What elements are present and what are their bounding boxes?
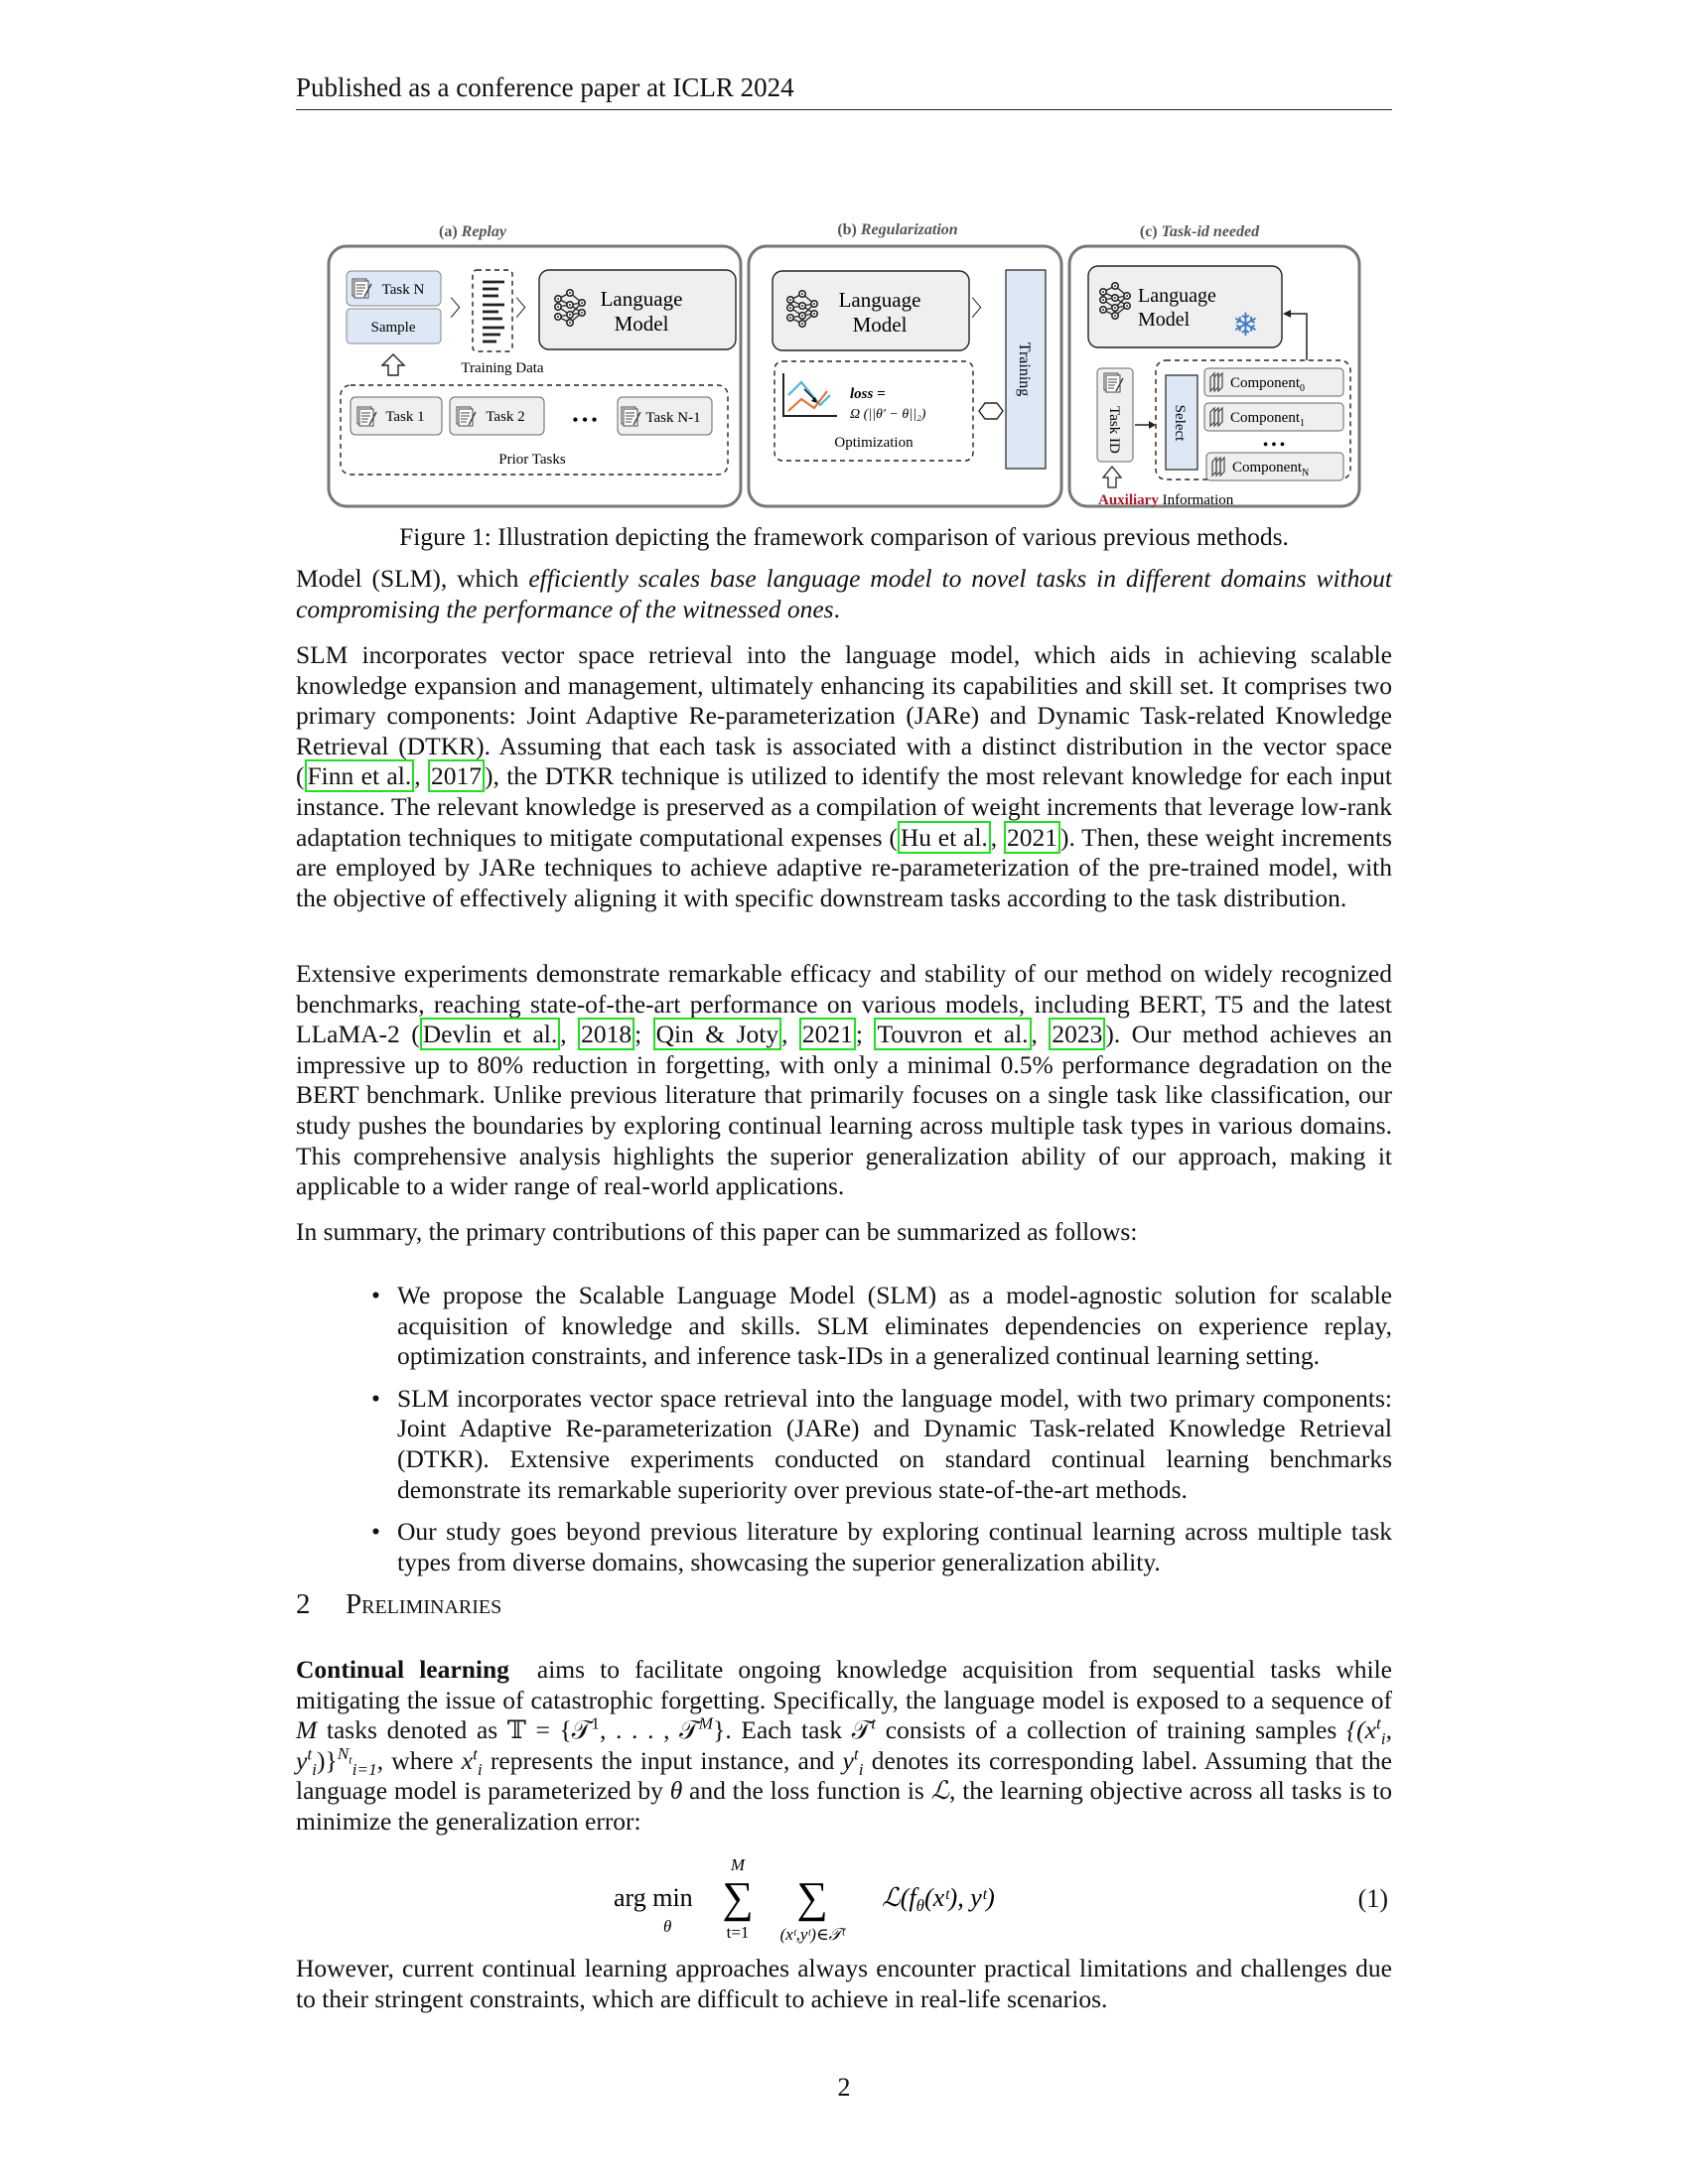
list-item: • Our study goes beyond previous literature by exploring continual learning across multiple task types from diverse domains, showcasing the superior generalization ability. (373, 1517, 1392, 1577)
model-label-line2: Model (852, 313, 908, 337)
panel-c-title: (c) Task-id needed (1139, 223, 1260, 240)
section-number: 2 (296, 1588, 311, 1620)
run-in-heading: Continual learning (296, 1655, 509, 1684)
math: M (698, 1713, 714, 1733)
task-id-label: Task ID (1106, 406, 1122, 454)
paragraph-intro-continued (296, 564, 1392, 624)
auxiliary-information-label: Auxiliary Information (1098, 492, 1234, 508)
chevron-right-icon: 〉 (971, 296, 994, 321)
task-n-label: Task N (381, 282, 425, 298)
citation-link[interactable]: Hu et al. (898, 821, 991, 854)
math: i (477, 1759, 483, 1779)
citation-link[interactable]: 2021 (799, 1018, 856, 1050)
text: ). Our method achieves an impressive up to (296, 1020, 1393, 1079)
sum-symbol: ∑ (796, 1873, 828, 1922)
citation-link[interactable]: 2017 (428, 759, 485, 792)
math: t (1375, 1713, 1381, 1733)
text: reduction in forgetting, with only a minimal (523, 1049, 1001, 1079)
math: i (312, 1759, 317, 1779)
select-label: Select (1172, 404, 1188, 442)
panel-a-replay (329, 223, 741, 506)
citation-link[interactable]: 2018 (578, 1018, 634, 1050)
panel-b-title: (b) Regularization (837, 221, 958, 238)
math: i (1380, 1729, 1386, 1749)
panel-c-task-id-needed (1069, 223, 1359, 508)
text: . (833, 594, 840, 623)
math: t (871, 1713, 877, 1733)
paragraph-slm-overview: SLM incorporates vector space retrieval into the language model, which aids in achieving scalable knowledge expansion and management, ultimately enhancing its capabilities and skill set. It comprises two primary components: Joint Adaptive Re-parameterization (JARe) and Dynamic Task-related Knowledge Retrieval (DTKR). Assuming that each task is associated with a distinct distribution in the vector space ( Finn et al. , 2017 ), the DTKR technique is utilized to identify the most relevant knowledge for each input instance. The relevant knowledge is preserved as a compilation of weight increments that leverage low-rank adaptation techniques to mitigate computational expenses ( Hu et al. , 2021 ). Then, these weight increments are employed by JARe techniques to achieve adaptive re-parameterization of the pre-trained model, with the objective of effectively aligning it with specific downstream tasks according to the task distribution. (296, 640, 1392, 912)
model-label-line1: Language (600, 287, 683, 311)
chevron-right-icon: 〉 (450, 296, 473, 321)
text: represents the input instance, and (482, 1745, 843, 1775)
text: , where (376, 1745, 462, 1775)
list-item: • SLM incorporates vector space retrieval into the language model, with two primary components: Joint Adaptive Re-parameterization (JARe) and Dynamic Task-related Knowledge Retrieval (DTKR). Extensive experiments conducted on standard continual learning benchmarks demonstrate its remarkable superiority over previous state-of-the-art methods. (373, 1384, 1392, 1505)
math: θ (669, 1776, 683, 1806)
text: SLM incorporates vector space retrieval into the language model, which aids in achieving scalable knowledge expansion and management, ultimately enhancing its capabilities and skill set. It comprises two primary components: Joint Adaptive Re-parameterization (JARe) and Dynamic Task-related Knowledge Retrieval (DTKR). Assuming that each task is associated with a distinct distribution in the vector space ( (296, 640, 1392, 791)
text: Extensive experiments demonstrate remarkable efficacy and stability of our method on widely recognized benchmarks, reaching state-of-the-art performance on various models, including BERT, T5 and the latest LLaMA-2 ( (296, 959, 1392, 1049)
text: Model (SLM), which (296, 564, 529, 593)
math: , . . . , 𝒯 (599, 1715, 699, 1745)
math: x (461, 1745, 474, 1775)
model-label-line2: Model (614, 312, 669, 336)
training-data-label: Training Data (461, 360, 544, 376)
sum-upper: M (730, 1855, 746, 1874)
optimization-label: Optimization (834, 435, 914, 451)
paragraph-limitations: However, current continual learning approaches always encounter practical limitations and challenges due to their stringent constraints, which are difficult to achieve in real-life scenarios. (296, 1954, 1392, 2013)
sum-symbol: ∑ (722, 1873, 754, 1922)
argmin: arg min (614, 1883, 693, 1912)
math: {(x (1345, 1715, 1376, 1745)
panel-b-regularization (749, 221, 1061, 506)
math: )} (316, 1745, 338, 1775)
paragraph-continual-learning (296, 1655, 1392, 1838)
math: } (713, 1715, 726, 1745)
component-0-label: Component$_0$ (1230, 375, 1305, 394)
text: consists of a collection of training samples (876, 1715, 1346, 1745)
bidirectional-arrow-icon (979, 403, 1003, 419)
prior-tasks-label: Prior Tasks (498, 452, 566, 468)
math: t (473, 1744, 478, 1764)
text: aims to facilitate ongoing knowledge acquisition from sequential tasks while mitigating the issue of catastrophic forgetting. Specifically, the language model is exposed to a sequence of (296, 1655, 1393, 1714)
chevron-right-icon: 〉 (515, 296, 538, 321)
loss-expression: ℒ(fθ(xᵗ), yᵗ) (882, 1883, 995, 1915)
math: , y (296, 1715, 1392, 1775)
citation-link[interactable]: Qin & Joty (653, 1018, 781, 1050)
prior-task-2-label: Task 2 (486, 409, 525, 425)
math: t (307, 1744, 313, 1764)
math: i=1 (352, 1759, 377, 1779)
component-1-label: Component$_1$ (1230, 410, 1305, 429)
math: t (853, 1744, 859, 1764)
model-label-line1: Language (838, 288, 921, 312)
argmin-subscript: θ (663, 1917, 672, 1936)
sample-label: Sample (370, 320, 416, 336)
paragraph-summary-lead: In summary, the primary contributions of this paper can be summarized as follows: (296, 1217, 1138, 1246)
math: i (858, 1759, 864, 1779)
sum-lower: t=1 (726, 1923, 750, 1942)
citation-link[interactable]: Touvron et al. (874, 1018, 1031, 1050)
math: 𝒯 (851, 1715, 872, 1745)
math: t (349, 1752, 352, 1767)
text: ). Then, these weight increments are employed by JARe techniques to achieve adaptive re-parameterization of the pre-trained model, with the objective of effectively aligning it with specific downstream tasks according to the task distribution. (296, 822, 1392, 912)
text: and the loss function is (682, 1776, 931, 1806)
stat-value: 0.5% (1000, 1049, 1054, 1079)
text: . Each task (725, 1715, 852, 1745)
math: M (296, 1715, 318, 1745)
citation-link[interactable]: 2023 (1049, 1018, 1105, 1050)
sum-lower: (xᵗ,yᵗ)∈𝒯ᵗ (779, 1925, 845, 1944)
model-label-line1: Language (1138, 285, 1216, 307)
math: y (842, 1745, 854, 1775)
citation-link[interactable]: Devlin et al. (420, 1018, 560, 1050)
contributions-list (373, 1281, 1392, 1589)
running-head: Published as a conference paper at ICLR 2024 (296, 71, 1392, 110)
equation-number: (1) (1357, 1884, 1388, 1913)
math: 𝕋 = {𝒯 (506, 1715, 592, 1745)
text: ), the DTKR technique is utilized to identify the most relevant knowledge for each input instance. The relevant knowledge is preserved as a compilation of weight increments that leverage low-rank adaptation techniques to mitigate computational expenses ( (296, 761, 1392, 852)
loss-line2: Ω (||θ′ − θ||₂) (850, 407, 926, 422)
section-title: Preliminaries (346, 1588, 502, 1620)
page-number: 2 (837, 2073, 851, 2102)
section-heading (296, 1586, 501, 1622)
paragraph-experiments: Extensive experiments demonstrate remarkable efficacy and stability of our method on widely recognized benchmarks, reaching state-of-the-art performance on various models, including BERT, T5 and the latest LLaMA-2 ( Devlin et al. , 2018 ; Qin & Joty , 2021 ; Touvron et al. , 2023 ). Our method achieves an impressive up to 80% reduction in forgetting, with only a minimal 0.5% performance degradation on the BERT benchmark. Unlike previous literature that primarily focuses on a single task like classification, our study pushes the boundaries by exploring continual learning across multiple task types in various domains. This comprehensive analysis highlights the superior generalization ability of our approach, making it applicable to a wider range of real-world applications. (296, 959, 1393, 1201)
list-item: • We propose the Scalable Language Model (SLM) as a model-agnostic solution for scalable acquisition of knowledge and skills. SLM eliminates dependencies on experience replay, optimization constraints, and inference task-IDs in a generalized continual learning setting. (373, 1281, 1392, 1372)
figure-1 (324, 216, 1366, 514)
equation-body (614, 1854, 1110, 1954)
ellipsis: • • • (1263, 438, 1285, 453)
emphasis: efficiently scales base language model to novel tasks in different domains without compromising the performance of the witnessed ones (296, 564, 1393, 623)
citation-link[interactable]: Finn et al. (305, 759, 415, 792)
prior-task-n-1-label: Task N-1 (645, 410, 701, 426)
training-label: Training (1016, 341, 1033, 397)
panel-a-title: (a) Replay (439, 223, 506, 240)
ellipsis: • • • (572, 412, 598, 429)
citation-link[interactable]: 2021 (1004, 821, 1060, 854)
math: 1 (591, 1713, 600, 1733)
math: N (337, 1744, 350, 1764)
text: tasks denoted as (317, 1715, 507, 1745)
figure-caption: Figure 1: Illustration depicting the framework comparison of various previous methods. (399, 522, 1289, 551)
text: denotes its corresponding label. Assuming that the language model is parameterized by (296, 1745, 1392, 1806)
stat-value: 80% (477, 1049, 524, 1079)
model-label-line2: Model (1138, 309, 1191, 331)
text: performance degradation on the BERT benchmark. Unlike previous literature that primarily focuses on a single task like classification, our study pushes the boundaries by exploring continual learning across multiple task types in various domains. This comprehensive analysis highlights the superior generalization ability of our approach, making it applicable to a wider range of real-world applications. (296, 1049, 1392, 1201)
snowflake-frozen-icon: ❄ (1232, 307, 1259, 342)
loss-line1: loss = (850, 386, 886, 402)
equation-1 (296, 1854, 1392, 1954)
prior-task-1-label: Task 1 (385, 409, 425, 425)
component-n-label: Component$_N$ (1232, 460, 1310, 478)
math: ℒ (930, 1776, 950, 1806)
text: , the learning objective across all tasks is to minimize the generalization error: (296, 1776, 1393, 1836)
